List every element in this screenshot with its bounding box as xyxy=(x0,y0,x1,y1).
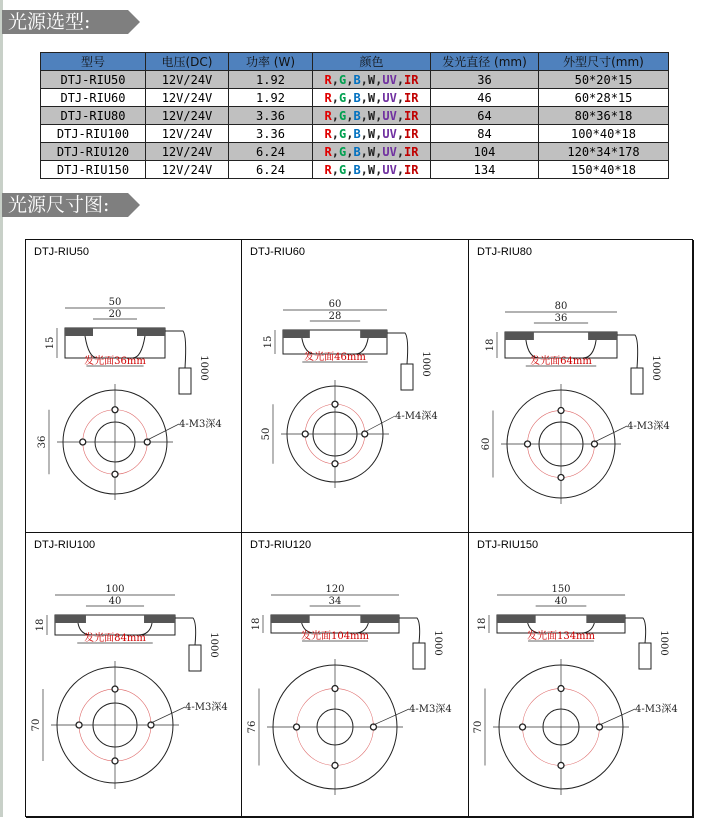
color-code: , xyxy=(346,90,354,105)
label-emit-area: 发光面84mm xyxy=(84,633,146,644)
dimension-line xyxy=(594,426,627,442)
cell-diameter: 134 xyxy=(431,161,539,179)
dimension-line xyxy=(599,709,635,725)
mount-hole xyxy=(558,408,564,414)
cell-power: 1.92 xyxy=(229,71,313,89)
color-code: ,W, xyxy=(360,162,383,177)
table-row xyxy=(41,107,669,125)
col-diameter: 发光直径 (mm) xyxy=(431,53,539,71)
mount-hole xyxy=(112,471,118,477)
drawing-panel xyxy=(26,240,242,533)
color-code: B xyxy=(353,126,361,141)
color-code: B xyxy=(353,162,361,177)
connector xyxy=(189,645,201,671)
color-code: ,W, xyxy=(360,72,383,87)
cell-model: DTJ-RIU100 xyxy=(41,125,146,143)
color-code: G xyxy=(338,126,347,141)
label-emit-area: 发光面46mm xyxy=(304,352,366,363)
label-emit-area: 发光面104mm xyxy=(300,631,370,642)
label-height: 18 xyxy=(35,618,46,632)
spec-table xyxy=(40,52,669,179)
cell-diameter: 36 xyxy=(431,71,539,89)
label-inner-diameter: 34 xyxy=(328,596,342,607)
cell-colors xyxy=(313,107,431,125)
cell-power: 3.36 xyxy=(229,125,313,143)
cable xyxy=(175,618,196,645)
drawing-panel xyxy=(469,533,694,818)
cell-voltage: 12V/24V xyxy=(146,161,229,179)
section-banner-selection: 光源选型: xyxy=(2,10,128,34)
profile-hatch xyxy=(271,615,310,623)
mount-hole xyxy=(558,686,564,692)
label-inner-diameter: 40 xyxy=(554,596,568,607)
cell-size: 100*40*18 xyxy=(539,125,669,143)
color-code: , xyxy=(396,144,405,159)
color-code: R xyxy=(324,108,332,123)
color-code: G xyxy=(338,72,347,87)
profile-hatch xyxy=(497,615,536,623)
color-code: , xyxy=(396,72,405,87)
connector xyxy=(639,643,651,669)
cell-colors xyxy=(313,143,431,161)
cell-colors xyxy=(313,71,431,89)
color-code: R xyxy=(324,144,332,159)
color-code: B xyxy=(353,144,361,159)
profile-hatch xyxy=(65,328,93,336)
table-row xyxy=(41,71,669,89)
cell-colors xyxy=(313,161,431,179)
cell-colors xyxy=(313,89,431,107)
cell-voltage: 12V/24V xyxy=(146,71,229,89)
profile-hatch xyxy=(137,328,165,336)
table-row xyxy=(41,161,669,179)
connector xyxy=(631,368,643,394)
cell-voltage: 12V/24V xyxy=(146,89,229,107)
color-code: , xyxy=(331,144,339,159)
cable xyxy=(625,618,646,643)
color-code: IR xyxy=(404,126,419,141)
color-code: , xyxy=(331,72,339,87)
color-code: B xyxy=(353,108,361,123)
label-mount-holes: 4-M3深4 xyxy=(635,704,678,715)
profile-hatch xyxy=(283,330,310,338)
cell-model: DTJ-RIU60 xyxy=(41,89,146,107)
mount-hole xyxy=(332,461,338,467)
cell-model: DTJ-RIU50 xyxy=(41,71,146,89)
color-code: , xyxy=(346,144,354,159)
dimension-drawing xyxy=(242,533,469,818)
label-cable-length: 1000 xyxy=(658,630,669,656)
color-code: R xyxy=(324,72,332,87)
mount-hole xyxy=(112,407,118,413)
drawing-title: DTJ-RIU60 xyxy=(250,246,306,258)
dimension-drawing xyxy=(469,240,694,533)
label-height: 18 xyxy=(477,617,488,631)
color-code: G xyxy=(338,144,347,159)
table-row xyxy=(41,143,669,161)
col-model: 型号 xyxy=(41,53,146,71)
profile-hatch xyxy=(55,615,86,623)
mount-hole xyxy=(558,762,564,768)
label-mount-holes: 4-M4深4 xyxy=(395,411,438,422)
cell-model: DTJ-RIU120 xyxy=(41,143,146,161)
label-mount-holes: 4-M3深4 xyxy=(627,421,670,432)
color-code: R xyxy=(324,162,332,177)
color-code: ,W, xyxy=(360,108,383,123)
connector xyxy=(179,368,191,394)
label-outer-diameter: 150 xyxy=(551,584,571,595)
drawing-panel xyxy=(242,240,469,533)
label-pitch-diameter: 70 xyxy=(473,720,484,734)
cell-power: 6.24 xyxy=(229,143,313,161)
cell-diameter: 104 xyxy=(431,143,539,161)
dimension-drawing xyxy=(469,533,694,818)
color-code: UV xyxy=(382,90,397,105)
label-cable-length: 1000 xyxy=(208,632,219,658)
dimension-drawing xyxy=(242,240,469,533)
dimension-drawings-grid xyxy=(25,239,693,817)
color-code: , xyxy=(346,162,354,177)
mount-hole xyxy=(294,724,300,730)
color-code: , xyxy=(331,126,339,141)
drawing-title: DTJ-RIU100 xyxy=(34,539,96,551)
label-mount-holes: 4-M3深4 xyxy=(185,702,228,713)
color-code: ,W, xyxy=(360,144,383,159)
cable xyxy=(617,335,638,368)
profile-hatch xyxy=(505,332,534,340)
cell-model: DTJ-RIU150 xyxy=(41,161,146,179)
cell-diameter: 84 xyxy=(431,125,539,143)
mount-hole xyxy=(520,724,526,730)
label-cable-length: 1000 xyxy=(432,630,443,656)
profile-hatch xyxy=(586,615,625,623)
label-cable-length: 1000 xyxy=(650,355,661,381)
color-code: G xyxy=(338,108,347,123)
label-cable-length: 1000 xyxy=(198,355,209,381)
table-row xyxy=(41,125,669,143)
label-outer-diameter: 80 xyxy=(554,301,568,312)
cell-voltage: 12V/24V xyxy=(146,125,229,143)
color-code: B xyxy=(353,72,361,87)
color-code: , xyxy=(346,72,354,87)
cell-power: 3.36 xyxy=(229,107,313,125)
color-code: B xyxy=(353,90,361,105)
color-code: IR xyxy=(404,108,419,123)
drawing-panel xyxy=(242,533,469,818)
color-code: UV xyxy=(382,162,397,177)
cell-size: 50*20*15 xyxy=(539,71,669,89)
mount-hole xyxy=(112,686,118,692)
color-code: UV xyxy=(382,108,397,123)
label-outer-diameter: 50 xyxy=(108,297,122,308)
col-power: 功率 (W) xyxy=(229,53,313,71)
label-outer-diameter: 120 xyxy=(325,584,345,595)
cell-voltage: 12V/24V xyxy=(146,143,229,161)
cell-voltage: 12V/24V xyxy=(146,107,229,125)
cell-colors xyxy=(313,125,431,143)
profile-hatch xyxy=(588,332,617,340)
label-height: 15 xyxy=(263,335,274,349)
label-emit-area: 发光面64mm xyxy=(530,356,592,367)
color-code: ,W, xyxy=(360,126,383,141)
col-size: 外型尺寸(mm) xyxy=(539,53,669,71)
cell-diameter: 64 xyxy=(431,107,539,125)
color-code: , xyxy=(396,126,405,141)
label-height: 18 xyxy=(251,617,262,631)
color-code: UV xyxy=(382,72,397,87)
drawing-panel xyxy=(26,533,242,818)
dimension-line xyxy=(147,424,179,440)
dimension-drawing xyxy=(26,533,242,818)
label-emit-area: 发光面36mm xyxy=(84,356,146,367)
drawing-title: DTJ-RIU50 xyxy=(34,246,90,258)
color-code: , xyxy=(331,162,339,177)
col-color: 颜色 xyxy=(313,53,431,71)
connector xyxy=(413,643,425,669)
color-code: G xyxy=(338,162,347,177)
mount-hole xyxy=(558,474,564,480)
color-code: IR xyxy=(404,72,419,87)
mount-hole xyxy=(525,441,531,447)
cable xyxy=(165,331,186,368)
cell-model: DTJ-RIU80 xyxy=(41,107,146,125)
color-code: , xyxy=(346,108,354,123)
section-banner-dimensions: 光源尺寸图: xyxy=(2,193,128,217)
color-code: R xyxy=(324,90,332,105)
label-pitch-diameter: 60 xyxy=(481,437,492,451)
cable xyxy=(387,333,408,364)
label-cable-length: 1000 xyxy=(420,351,431,377)
color-code: , xyxy=(331,108,339,123)
mount-hole xyxy=(76,722,82,728)
label-inner-diameter: 36 xyxy=(554,313,568,324)
cable xyxy=(399,618,420,643)
label-pitch-diameter: 50 xyxy=(261,427,272,441)
connector xyxy=(401,364,413,390)
label-pitch-diameter: 76 xyxy=(247,720,258,734)
color-code: , xyxy=(396,108,405,123)
cell-size: 80*36*18 xyxy=(539,107,669,125)
cell-size: 150*40*18 xyxy=(539,161,669,179)
color-code: G xyxy=(338,90,347,105)
label-height: 15 xyxy=(45,336,56,350)
mount-hole xyxy=(112,758,118,764)
cell-diameter: 46 xyxy=(431,89,539,107)
color-code: , xyxy=(396,90,405,105)
label-inner-diameter: 20 xyxy=(108,309,122,320)
color-code: , xyxy=(396,162,405,177)
label-outer-diameter: 60 xyxy=(328,299,342,310)
label-mount-holes: 4-M3深4 xyxy=(409,704,452,715)
cell-size: 120*34*178 xyxy=(539,143,669,161)
color-code: UV xyxy=(382,126,397,141)
drawing-title: DTJ-RIU120 xyxy=(250,539,312,551)
drawing-title: DTJ-RIU150 xyxy=(477,539,539,551)
dimension-line xyxy=(373,709,409,725)
color-code: R xyxy=(324,126,332,141)
label-outer-diameter: 100 xyxy=(105,584,125,595)
profile-hatch xyxy=(144,615,175,623)
cell-size: 60*28*15 xyxy=(539,89,669,107)
profile-hatch xyxy=(360,330,387,338)
cell-power: 6.24 xyxy=(229,161,313,179)
mount-hole xyxy=(332,401,338,407)
col-voltage: 电压(DC) xyxy=(146,53,229,71)
drawing-panel xyxy=(469,240,694,533)
table-header xyxy=(41,53,669,71)
dimension-line xyxy=(151,707,185,723)
label-inner-diameter: 28 xyxy=(328,311,342,322)
color-code: ,W, xyxy=(360,90,383,105)
mount-hole xyxy=(332,762,338,768)
mount-hole xyxy=(332,686,338,692)
table-row xyxy=(41,89,669,107)
color-code: , xyxy=(331,90,339,105)
label-pitch-diameter: 36 xyxy=(37,435,48,449)
label-inner-diameter: 40 xyxy=(108,596,122,607)
color-code: IR xyxy=(404,90,419,105)
label-emit-area: 发光面134mm xyxy=(526,631,596,642)
drawing-title: DTJ-RIU80 xyxy=(477,246,533,258)
profile-hatch xyxy=(360,615,399,623)
color-code: UV xyxy=(382,144,397,159)
label-height: 18 xyxy=(485,338,496,352)
left-border xyxy=(0,0,3,817)
color-code: IR xyxy=(404,162,419,177)
label-mount-holes: 4-M3深4 xyxy=(179,419,222,430)
dimension-drawing xyxy=(26,240,242,533)
color-code: IR xyxy=(404,144,419,159)
mount-hole xyxy=(80,439,86,445)
cell-power: 1.92 xyxy=(229,89,313,107)
mount-hole xyxy=(302,431,308,437)
color-code: , xyxy=(346,126,354,141)
label-pitch-diameter: 70 xyxy=(31,718,42,732)
